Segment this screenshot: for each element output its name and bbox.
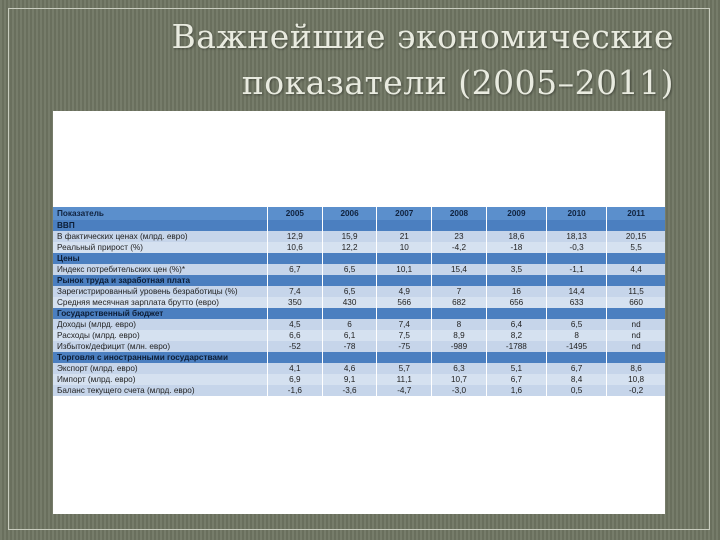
- value-cell: -4,2: [432, 242, 487, 253]
- value-cell: 6,9: [268, 374, 323, 385]
- table-section-row: [53, 308, 665, 319]
- table-row: [53, 385, 665, 396]
- value-cell: 10,7: [432, 374, 487, 385]
- table-row: [53, 319, 665, 330]
- table-section-row: [53, 352, 665, 363]
- value-cell: 6,7: [268, 264, 323, 275]
- value-cell: 8: [432, 319, 487, 330]
- section-filler-cell: [268, 275, 323, 286]
- section-filler-cell: [486, 253, 546, 264]
- value-cell: nd: [607, 341, 665, 352]
- section-filler-cell: [607, 220, 665, 231]
- value-cell: 8,4: [547, 374, 607, 385]
- value-cell: 23: [432, 231, 487, 242]
- value-cell: 5,1: [486, 363, 546, 374]
- section-filler-cell: [486, 275, 546, 286]
- header-cell: 2008: [432, 207, 487, 220]
- value-cell: 8: [547, 330, 607, 341]
- value-cell: 15,9: [322, 231, 377, 242]
- value-cell: -0,3: [547, 242, 607, 253]
- value-cell: 4,6: [322, 363, 377, 374]
- section-filler-cell: [547, 352, 607, 363]
- row-label: Баланс текущего счета (млрд. евро): [53, 385, 268, 396]
- value-cell: nd: [607, 330, 665, 341]
- value-cell: 15,4: [432, 264, 487, 275]
- value-cell: 8,6: [607, 363, 665, 374]
- value-cell: 10: [377, 242, 432, 253]
- value-cell: 10,6: [268, 242, 323, 253]
- value-cell: 4,9: [377, 286, 432, 297]
- section-filler-cell: [432, 352, 487, 363]
- value-cell: 7,5: [377, 330, 432, 341]
- value-cell: 6,5: [322, 286, 377, 297]
- row-label: Избыток/дефицит (млн. евро): [53, 341, 268, 352]
- section-label: Торговля с иностранными государствами: [53, 352, 268, 363]
- row-label: Реальный прирост (%): [53, 242, 268, 253]
- value-cell: 633: [547, 297, 607, 308]
- row-label: Расходы (млрд. евро): [53, 330, 268, 341]
- value-cell: -52: [268, 341, 323, 352]
- indicators-table: [53, 207, 665, 396]
- value-cell: 6,5: [322, 264, 377, 275]
- value-cell: 6,4: [486, 319, 546, 330]
- content-panel: [53, 111, 665, 514]
- table-row: [53, 363, 665, 374]
- value-cell: 7: [432, 286, 487, 297]
- value-cell: 21: [377, 231, 432, 242]
- value-cell: 3,5: [486, 264, 546, 275]
- value-cell: 14,4: [547, 286, 607, 297]
- value-cell: 566: [377, 297, 432, 308]
- section-filler-cell: [268, 220, 323, 231]
- value-cell: 18,6: [486, 231, 546, 242]
- row-label: В фактических ценах (млрд. евро): [53, 231, 268, 242]
- value-cell: -78: [322, 341, 377, 352]
- value-cell: -18: [486, 242, 546, 253]
- table-row: [53, 264, 665, 275]
- value-cell: 6: [322, 319, 377, 330]
- table-row: [53, 242, 665, 253]
- value-cell: -989: [432, 341, 487, 352]
- section-filler-cell: [547, 275, 607, 286]
- value-cell: -0,2: [607, 385, 665, 396]
- table-section-row: [53, 275, 665, 286]
- section-filler-cell: [268, 253, 323, 264]
- section-filler-cell: [547, 308, 607, 319]
- row-label: Индекс потребительских цен (%)*: [53, 264, 268, 275]
- value-cell: 12,2: [322, 242, 377, 253]
- value-cell: 0,5: [547, 385, 607, 396]
- table-row: [53, 231, 665, 242]
- value-cell: -4,7: [377, 385, 432, 396]
- table-row: [53, 374, 665, 385]
- value-cell: 7,4: [377, 319, 432, 330]
- header-cell: 2011: [607, 207, 665, 220]
- section-filler-cell: [486, 352, 546, 363]
- value-cell: 10,8: [607, 374, 665, 385]
- table-row: [53, 286, 665, 297]
- section-filler-cell: [607, 253, 665, 264]
- table-section-row: [53, 220, 665, 231]
- section-filler-cell: [377, 352, 432, 363]
- table-row: [53, 341, 665, 352]
- value-cell: 6,6: [268, 330, 323, 341]
- value-cell: 4,5: [268, 319, 323, 330]
- value-cell: 11,5: [607, 286, 665, 297]
- value-cell: 11,1: [377, 374, 432, 385]
- section-filler-cell: [268, 308, 323, 319]
- value-cell: 6,5: [547, 319, 607, 330]
- header-cell: 2010: [547, 207, 607, 220]
- value-cell: 5,5: [607, 242, 665, 253]
- section-label: Цены: [53, 253, 268, 264]
- section-filler-cell: [432, 220, 487, 231]
- value-cell: -3,6: [322, 385, 377, 396]
- section-filler-cell: [607, 352, 665, 363]
- section-filler-cell: [547, 220, 607, 231]
- value-cell: 10,1: [377, 264, 432, 275]
- header-cell: 2005: [268, 207, 323, 220]
- value-cell: 16: [486, 286, 546, 297]
- slide-title-line2: показатели (2005–2011): [241, 63, 674, 102]
- table-section-row: [53, 253, 665, 264]
- value-cell: -3,0: [432, 385, 487, 396]
- section-filler-cell: [486, 308, 546, 319]
- header-cell: 2007: [377, 207, 432, 220]
- section-filler-cell: [322, 253, 377, 264]
- row-label: Доходы (млрд. евро): [53, 319, 268, 330]
- value-cell: 5,7: [377, 363, 432, 374]
- row-label: Средняя месячная зарплата брутто (евро): [53, 297, 268, 308]
- value-cell: 12,9: [268, 231, 323, 242]
- value-cell: 6,7: [547, 363, 607, 374]
- section-filler-cell: [377, 253, 432, 264]
- header-cell: 2006: [322, 207, 377, 220]
- value-cell: 8,2: [486, 330, 546, 341]
- row-label: Зарегистрированный уровень безработицы (%): [53, 286, 268, 297]
- value-cell: nd: [607, 319, 665, 330]
- value-cell: 430: [322, 297, 377, 308]
- value-cell: 682: [432, 297, 487, 308]
- section-label: Рынок труда и заработная плата: [53, 275, 268, 286]
- section-filler-cell: [486, 220, 546, 231]
- table-header-row: [53, 207, 665, 220]
- section-filler-cell: [607, 308, 665, 319]
- value-cell: -1495: [547, 341, 607, 352]
- value-cell: -1,6: [268, 385, 323, 396]
- section-filler-cell: [607, 275, 665, 286]
- value-cell: 656: [486, 297, 546, 308]
- value-cell: 4,1: [268, 363, 323, 374]
- value-cell: 6,3: [432, 363, 487, 374]
- value-cell: 4,4: [607, 264, 665, 275]
- value-cell: 8,9: [432, 330, 487, 341]
- section-filler-cell: [377, 275, 432, 286]
- row-label: Экспорт (млрд. евро): [53, 363, 268, 374]
- row-label: Импорт (млрд. евро): [53, 374, 268, 385]
- value-cell: 6,7: [486, 374, 546, 385]
- section-label: ВВП: [53, 220, 268, 231]
- section-filler-cell: [322, 275, 377, 286]
- value-cell: 9,1: [322, 374, 377, 385]
- section-filler-cell: [432, 275, 487, 286]
- value-cell: -75: [377, 341, 432, 352]
- section-filler-cell: [432, 253, 487, 264]
- section-label: Государственный бюджет: [53, 308, 268, 319]
- section-filler-cell: [432, 308, 487, 319]
- header-cell: 2009: [486, 207, 546, 220]
- section-filler-cell: [322, 308, 377, 319]
- section-filler-cell: [377, 308, 432, 319]
- value-cell: 18,13: [547, 231, 607, 242]
- section-filler-cell: [322, 220, 377, 231]
- header-cell: Показатель: [53, 207, 268, 220]
- section-filler-cell: [377, 220, 432, 231]
- value-cell: 350: [268, 297, 323, 308]
- value-cell: 7,4: [268, 286, 323, 297]
- slide-title-line1: Важнейшие экономические: [171, 17, 674, 56]
- table-row: [53, 297, 665, 308]
- value-cell: -1,1: [547, 264, 607, 275]
- table-row: [53, 330, 665, 341]
- value-cell: -1788: [486, 341, 546, 352]
- value-cell: 660: [607, 297, 665, 308]
- value-cell: 1,6: [486, 385, 546, 396]
- value-cell: 20,15: [607, 231, 665, 242]
- section-filler-cell: [268, 352, 323, 363]
- value-cell: 6,1: [322, 330, 377, 341]
- section-filler-cell: [547, 253, 607, 264]
- section-filler-cell: [322, 352, 377, 363]
- slide-title: [172, 14, 674, 106]
